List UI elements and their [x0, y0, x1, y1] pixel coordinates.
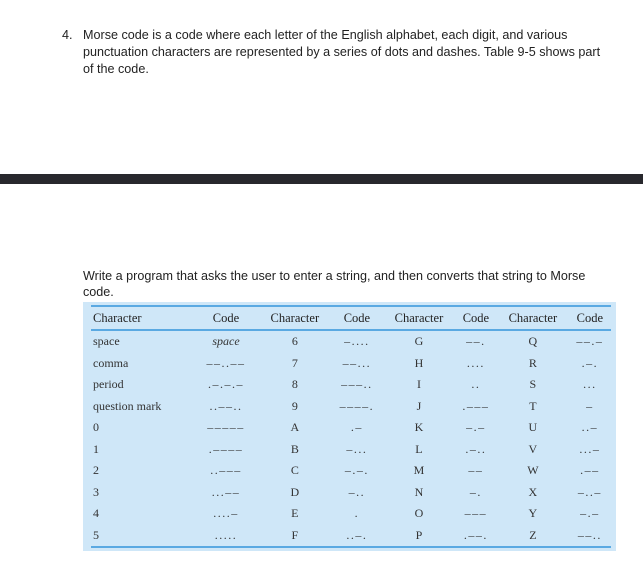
cell-character: G [414, 334, 424, 349]
cell-character: comma [93, 355, 129, 370]
header-character: Character [508, 310, 558, 325]
cell-character: M [413, 463, 425, 478]
cell-code: –.. [348, 484, 366, 499]
cell-character: T [529, 398, 537, 413]
cell-code: –. [469, 484, 482, 499]
cell-code: .... [466, 355, 485, 370]
cell-code: ..––.. [209, 398, 243, 413]
header-code: Code [576, 310, 604, 325]
cell-code: ...–– [211, 484, 241, 499]
cell-code: ––––. [339, 398, 375, 413]
cell-code: ––... [342, 355, 372, 370]
cell-character: 3 [93, 484, 99, 499]
cell-code: ––.. [577, 527, 602, 542]
cell-character: C [290, 463, 299, 478]
cell-code: ––––– [207, 420, 245, 435]
cell-character: question mark [93, 398, 162, 413]
cell-code: ..... [214, 527, 238, 542]
header-code: Code [212, 310, 240, 325]
cell-character: J [416, 398, 422, 413]
cell-character: H [414, 355, 424, 370]
morse-code-table [91, 305, 611, 548]
cell-code: –... [346, 441, 368, 456]
cell-character: W [527, 463, 539, 478]
cell-code: ..–. [346, 527, 368, 542]
cell-character: V [528, 441, 538, 456]
table-row [91, 460, 611, 482]
cell-character: X [528, 484, 538, 499]
cell-character: 7 [291, 355, 298, 370]
cell-character: Z [529, 527, 537, 542]
cell-code: . [354, 506, 360, 521]
cell-code: space [212, 334, 240, 349]
cell-character: D [290, 484, 300, 499]
cell-code: – [586, 398, 594, 413]
cell-character: E [291, 506, 299, 521]
cell-character: 0 [93, 420, 99, 435]
cell-code: ..––– [210, 463, 242, 478]
cell-character: L [415, 441, 423, 456]
page-divider-bar [0, 174, 643, 184]
morse-code-table-container [83, 302, 616, 551]
table-row [91, 374, 611, 396]
header-code: Code [343, 310, 371, 325]
question-number: 4. [62, 28, 73, 42]
cell-code: ––.– [576, 334, 604, 349]
cell-character: 5 [93, 527, 99, 542]
header-character: Character [270, 310, 320, 325]
cell-character: 9 [291, 398, 298, 413]
cell-character: 8 [291, 377, 298, 392]
cell-character: F [291, 527, 299, 542]
cell-character: 1 [93, 441, 99, 456]
cell-code: ..– [581, 420, 599, 435]
cell-code: –.... [344, 334, 370, 349]
cell-character: space [93, 334, 120, 349]
question-4 [62, 27, 602, 78]
cell-code: .– [350, 420, 363, 435]
cell-code: .–.. [465, 441, 487, 456]
cell-code: –––.. [341, 377, 373, 392]
question-text: Morse code is a code where each letter of the English alphabet, each digit, and various punctuation characters are represented by a series of dots and dashes. Table 9-5 shows part of the code. [83, 28, 601, 76]
cell-character: R [528, 355, 537, 370]
cell-character: 2 [93, 463, 99, 478]
header-character: Character [394, 310, 444, 325]
header-character: Character [93, 310, 142, 325]
cell-code: ––– [464, 506, 488, 521]
table-row [91, 396, 611, 418]
cell-code: ––. [466, 334, 486, 349]
cell-character: O [414, 506, 424, 521]
cell-character: S [529, 377, 537, 392]
cell-code: –.– [580, 506, 600, 521]
table-row [91, 330, 611, 353]
cell-code: .–– [580, 463, 600, 478]
cell-code: ....– [213, 506, 239, 521]
cell-code: .––– [462, 398, 490, 413]
cell-code: .–. [581, 355, 599, 370]
cell-character: I [416, 377, 421, 392]
cell-character: P [415, 527, 423, 542]
table-row [91, 353, 611, 375]
cell-character: B [290, 441, 299, 456]
cell-code: –.– [466, 420, 486, 435]
table-row [91, 439, 611, 461]
header-code: Code [462, 310, 490, 325]
instruction-text: Write a program that asks the user to enter a string, and then converts that string to Morse code. [83, 269, 586, 299]
cell-character: 4 [93, 506, 99, 521]
table-row [91, 503, 611, 525]
cell-code: ... [583, 377, 597, 392]
cell-code: .–––– [208, 441, 244, 456]
table-row [91, 525, 611, 548]
cell-character: 6 [291, 334, 298, 349]
cell-code: –– [468, 463, 484, 478]
cell-character: Q [528, 334, 538, 349]
cell-code: ...– [579, 441, 601, 456]
cell-code: .––. [463, 527, 488, 542]
cell-character: period [93, 377, 124, 392]
cell-character: K [414, 420, 424, 435]
cell-character: N [414, 484, 424, 499]
table-row [91, 417, 611, 439]
cell-code: ––..–– [206, 355, 246, 370]
cell-code: .. [471, 377, 481, 392]
table-row [91, 482, 611, 504]
table-header-row [91, 306, 611, 330]
cell-character: A [290, 420, 300, 435]
cell-character: Y [528, 506, 538, 521]
cell-code: .–.–.– [208, 377, 244, 392]
cell-code: –..– [577, 484, 602, 499]
cell-code: –.–. [344, 463, 369, 478]
cell-character: U [528, 420, 538, 435]
